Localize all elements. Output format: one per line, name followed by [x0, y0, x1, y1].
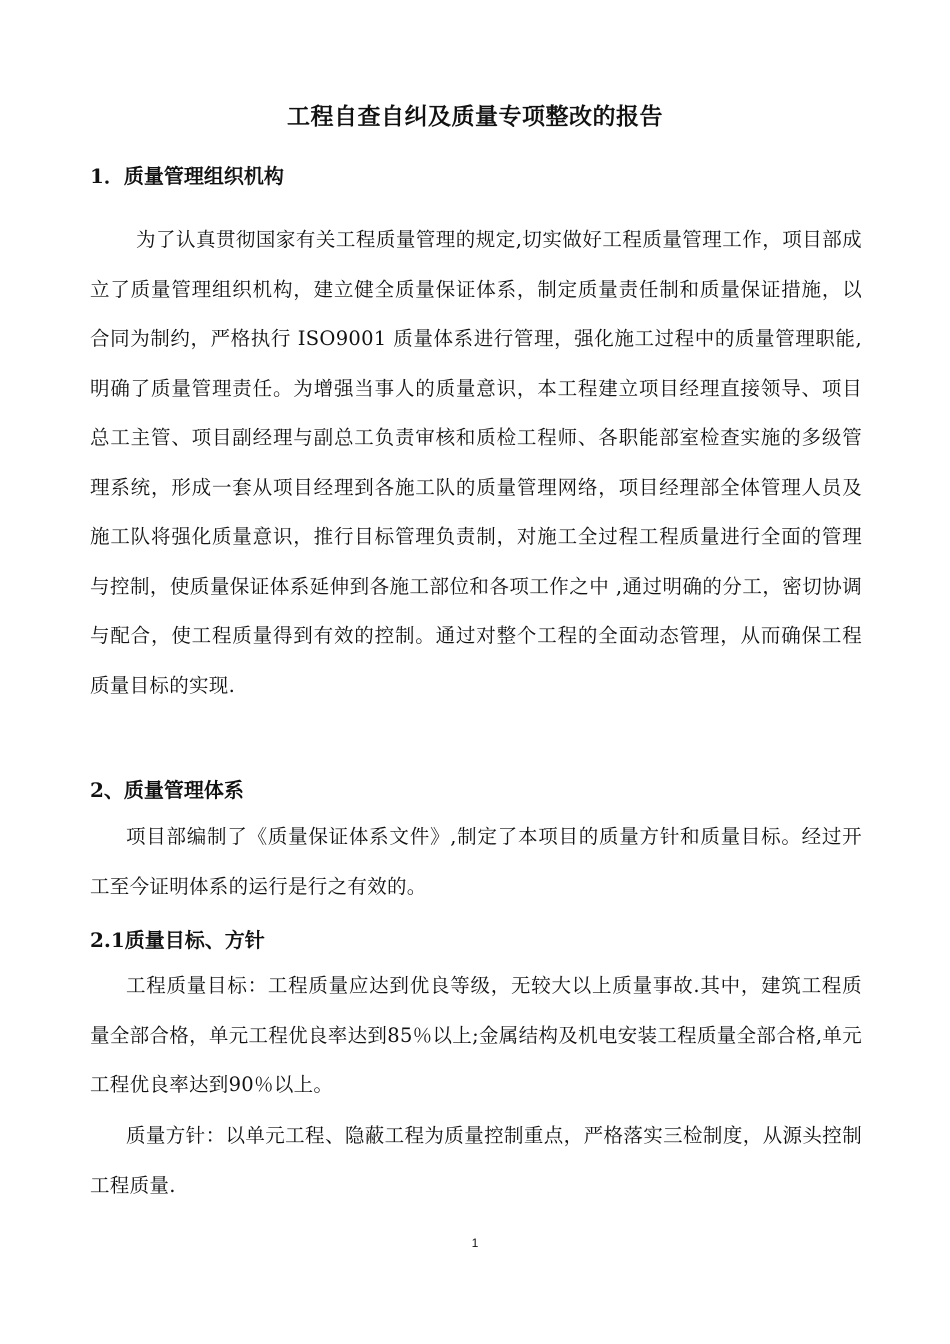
paragraph-org-structure: 为了认真贯彻国家有关工程质量管理的规定,切实做好工程质量管理工作，项目部成立了质量管理组织机构，建立健全质量保证体系，制定质量责任制和质量保证措施，以合同为制约，严格执行 ISO9001 质量体系进行管理，强化施工过程中的质量管理职能,明确了质量管理责任。为增强当事人的质量意识，本工程建立项目经理直接领导、项目总工主管、项目副经理与副总工负责审核和质检工程师、各职能部室检查实施的多级管理系统，形成一套从项目经理到各施工队的质量管理网络，项目经理部全体管理人员及施工队将强化质量意识，推行目标管理负责制，对施工全过程工程质量进行全面的管理与控制，使质量保证体系延伸到各施工部位和各项工作之中 ,通过明确的分工，密切协调与配合，使工程质量得到有效的控制。通过对整个工程的全面动态管理，从而确保工程质量目标的实现.: [90, 228, 862, 697]
section-heading-org-structure: 1．质量管理组织机构: [90, 164, 284, 188]
document-title: 工程自查自纠及质量专项整改的报告: [287, 103, 663, 130]
section-heading-goals-policy: 2.1质量目标、方针: [90, 928, 265, 952]
page-number: 1: [471, 1236, 479, 1250]
paragraph-quality-policy: 质量方针：以单元工程、隐蔽工程为质量控制重点，严格落实三检制度，从源头控制工程质量.: [90, 1124, 862, 1197]
paragraph-quality-goal: 工程质量目标：工程质量应达到优良等级，无较大以上质量事故.其中，建筑工程质量全部合格，单元工程优良率达到85％以上;金属结构及机电安装工程质量全部合格,单元工程优良率达到90％以上。: [90, 974, 862, 1096]
paragraph-quality-system: 项目部编制了《质量保证体系文件》,制定了本项目的质量方针和质量目标。经过开工至今证明体系的运行是行之有效的。: [90, 825, 862, 898]
section-heading-quality-system: 2、质量管理体系: [90, 778, 244, 802]
